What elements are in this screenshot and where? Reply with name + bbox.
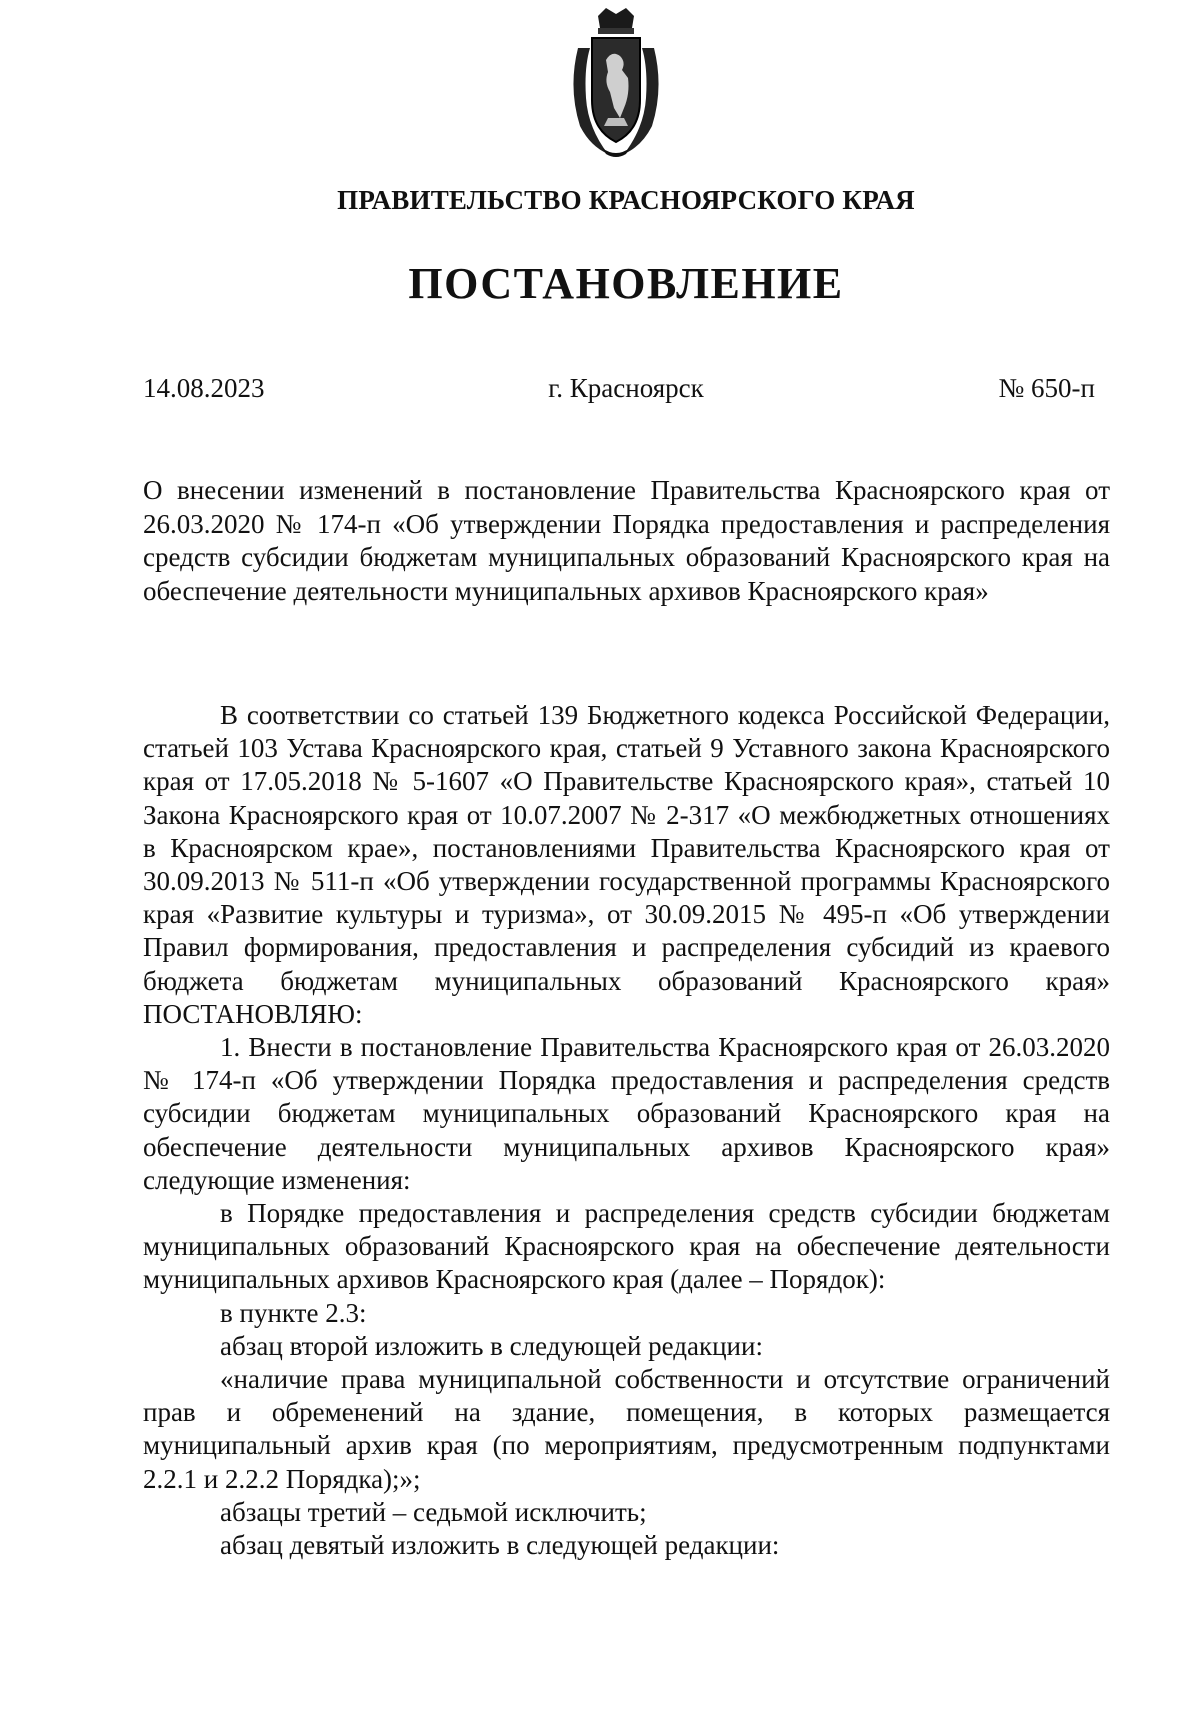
paragraph-abzac-9: абзац девятый изложить в следующей редакции:: [220, 1530, 780, 1561]
paragraph-quote: «наличие права муниципальной собственности и отсутствие ограничений прав и обременений на здание, помещения, в которых размещается муниципальный архив края (по мероприятиям, предусмотренным подпунктами 2.2.1 и 2.2.2 Порядка);»;: [143, 1364, 1110, 1494]
subject-text: О внесении изменений в постановление Правительства Красноярского края от 26.03.2020 № 174-п «Об утверждении Порядка предоставления и распределения средств субсидии бюджетам муниципальных образований Красноярского края на обеспечение деятельности муниципальных архивов Красноярского края»: [143, 475, 1110, 607]
government-name: ПРАВИТЕЛЬСТВО КРАСНОЯРСКОГО КРАЯ: [337, 185, 915, 215]
paragraph-item-1: 1. Внести в постановление Правительства Красноярского края от 26.03.2020 № 174-п «Об утверждении Порядка предоставления и распределения средств субсидии бюджетам муниципальных образований Красноярского края на обеспечение деятельности муниципальных архивов Красноярского края» следующие изменения:: [143, 1032, 1110, 1195]
paragraph-preamble: В соответствии со статьей 139 Бюджетного кодекса Российской Федерации, статьей 103 Устава Красноярского края, статьей 9 Уставного закона Красноярского края от 17.05.2018 № 5-1607 «О Правительстве Красноярского края», статьей 10 Закона Красноярского края от 10.07.2007 № 2-317 «О межбюджетных отношениях в Красноярском крае», постановлениями Правительства Красноярского края от 30.09.2013 № 511-п «Об утверждении государственной программы Красноярского края «Развитие культуры и туризма», от 30.09.2015 № 495-п «Об утверждении Правил формирования, предоставления и распределения субсидий из краевого бюджета бюджетам муниципальных образований Красноярского края» ПОСТАНОВЛЯЮ:: [143, 700, 1110, 1029]
paragraph-abzac-2: абзац второй изложить в следующей редакции:: [220, 1330, 763, 1361]
krasnoyarsk-coat-of-arms-icon: [568, 8, 664, 158]
paragraph-point-2-3: в пункте 2.3:: [220, 1297, 367, 1328]
document-body: [143, 699, 1110, 1562]
paragraph-order-amend: в Порядке предоставления и распределения средств субсидии бюджетам муниципальных образований Красноярского края на обеспечение деятельности муниципальных архивов Красноярского края (далее – Порядок):: [143, 1198, 1110, 1295]
document-date: 14.08.2023: [143, 373, 265, 403]
document-number: № 650-п: [998, 373, 1095, 403]
document-subject: [143, 474, 1110, 609]
document-city: г. Красноярск: [548, 373, 704, 403]
paragraph-abzac-3-7: абзацы третий – седьмой исключить;: [220, 1496, 647, 1527]
document-type: ПОСТАНОВЛЕНИЕ: [408, 259, 844, 308]
